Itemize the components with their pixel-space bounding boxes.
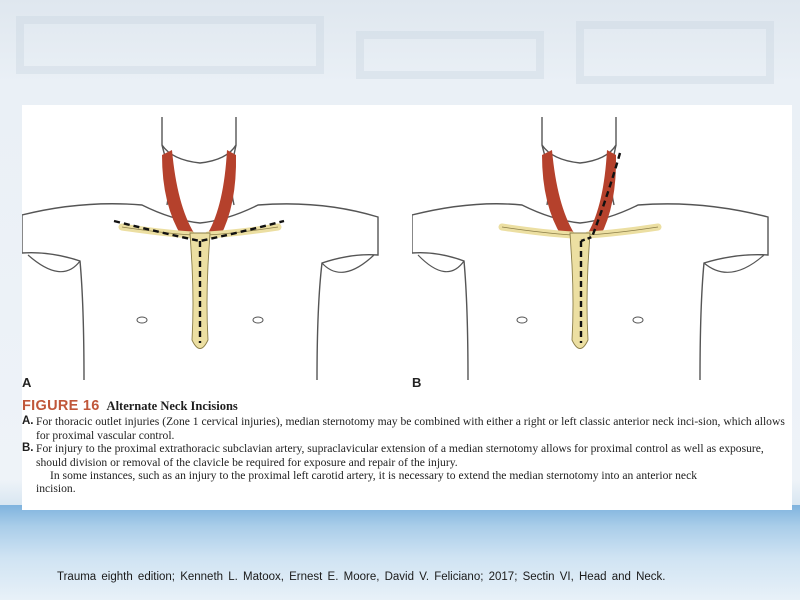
- caption-item-letter: B.: [22, 442, 34, 455]
- figure-title: Alternate Neck Incisions: [106, 399, 238, 413]
- caption-item-a: [22, 415, 792, 442]
- caption-item-b: [22, 442, 792, 469]
- background-decoration: [0, 0, 800, 110]
- citation-text: Trauma eighth edition; Kenneth L. Matoox, Ernest E. Moore, David V. Feliciano; 2017; Sectin VI, Head and Neck.: [57, 571, 666, 583]
- figure-heading: [22, 400, 792, 413]
- panel-letter-b: B: [412, 375, 422, 390]
- figure-caption: [22, 400, 792, 496]
- caption-item-text: For injury to the proximal extrathoracic subclavian artery, supraclavicular extension of a median sternotomy allows for proximal control as well as exposure, should division or removal of the clavicle be required for exposure and repair of the injury.: [36, 442, 764, 469]
- caption-item-letter: A.: [22, 415, 34, 428]
- torso-illustration-a: [22, 105, 382, 395]
- background-band: [0, 505, 800, 600]
- caption-item-text: For thoracic outlet injuries (Zone 1 cervical injuries), median sternotomy may be combined with either a right or left classic anterior neck inci-sion, which allows for proximal vascular control.: [36, 415, 785, 442]
- caption-extra-note: In some instances, such as an injury to the proximal left carotid artery, it is necessary to extend the median sternotomy into an anterior neck: [50, 469, 698, 483]
- figure-label: FIGURE 16: [22, 398, 100, 414]
- torso-illustration-b: [412, 105, 772, 395]
- caption-extra-note-continued: incision.: [36, 482, 76, 496]
- panel-letter-a: A: [22, 375, 32, 390]
- figure-card: [22, 105, 792, 510]
- illustration-panel-a: [22, 105, 382, 395]
- illustration-panel-b: [412, 105, 772, 395]
